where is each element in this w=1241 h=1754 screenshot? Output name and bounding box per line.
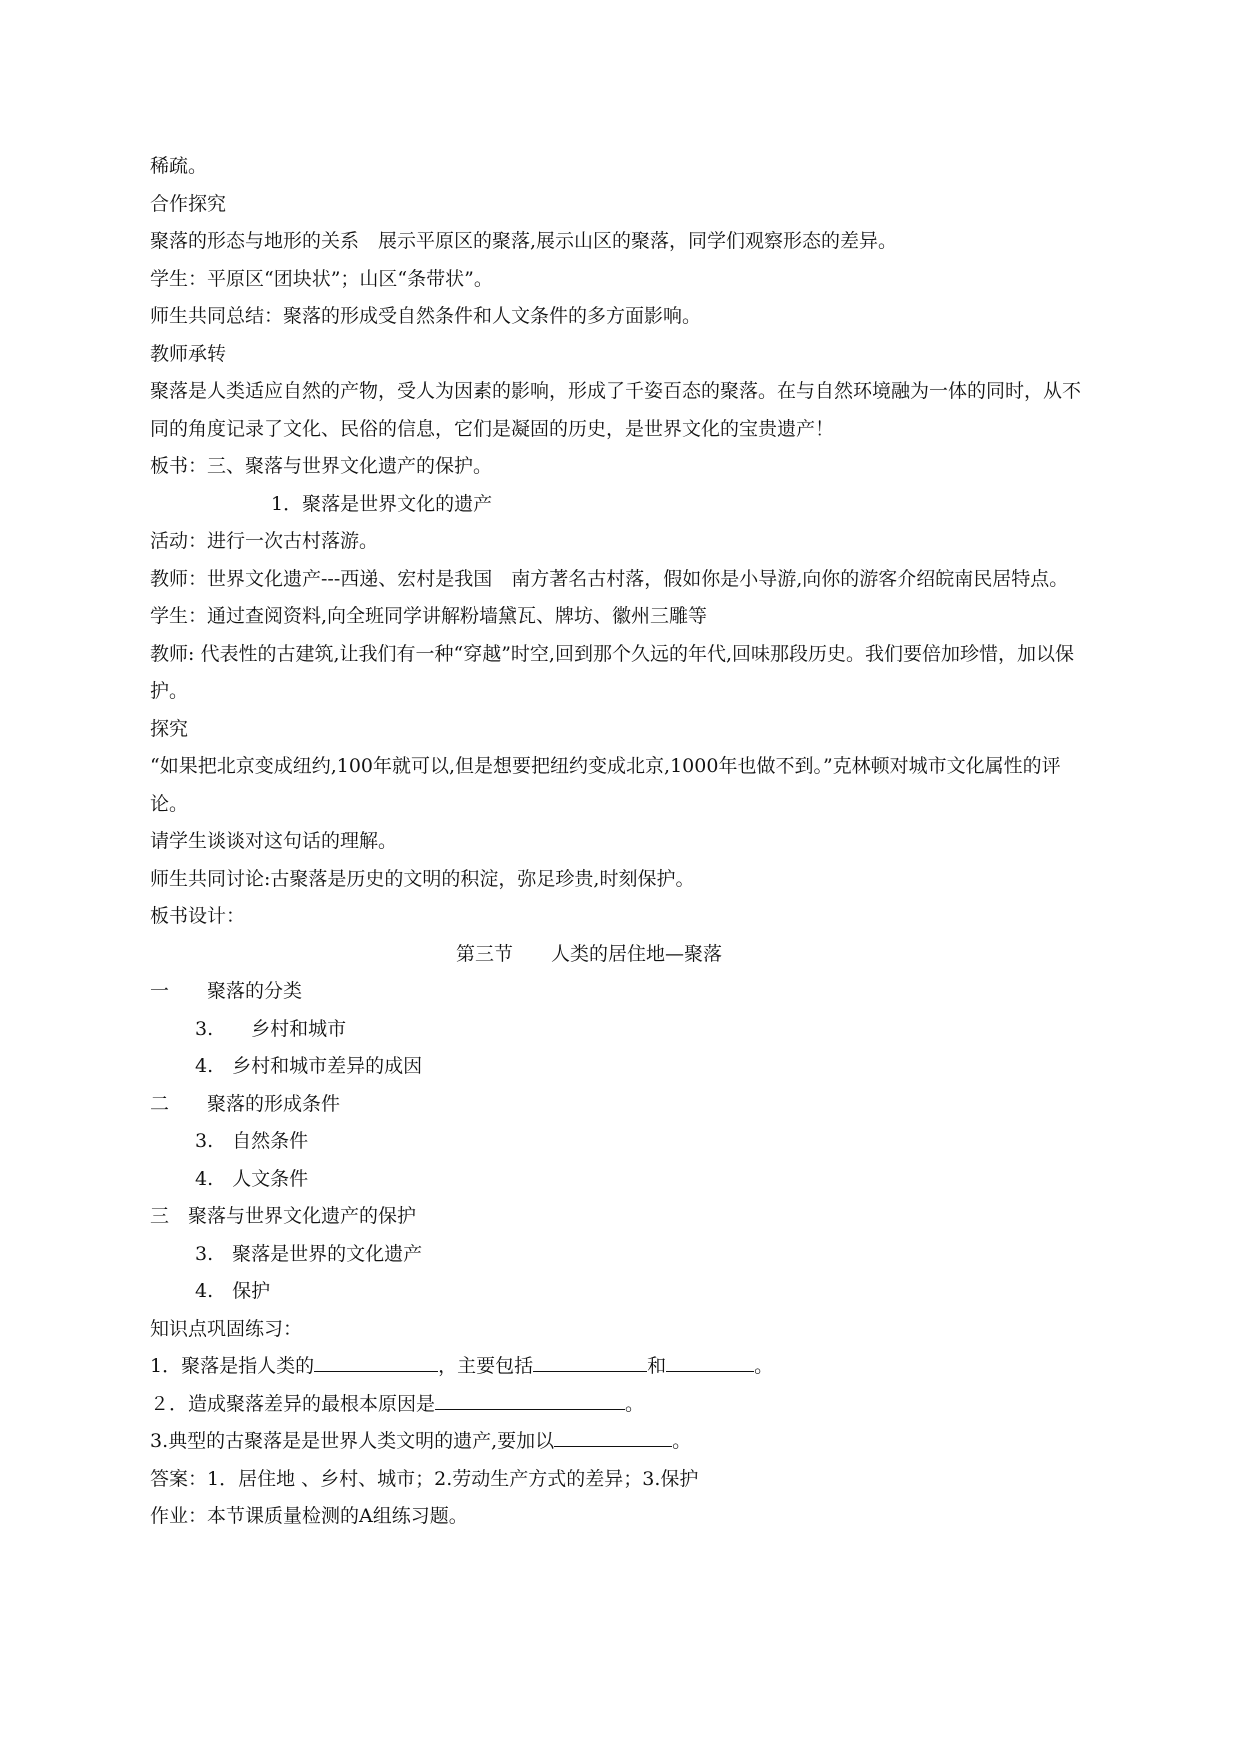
text-line: 活动：进行一次古村落游。 bbox=[150, 530, 379, 552]
outline-item: 4. 保护 bbox=[195, 1280, 271, 1302]
text-line: 师生共同讨论:古聚落是历史的文明的积淀，弥足珍贵,时刻保护。 bbox=[150, 867, 695, 890]
answer-blank[interactable] bbox=[314, 1351, 438, 1372]
outline-section: 一 聚落的分类 bbox=[150, 980, 303, 1002]
question-text: 。 bbox=[625, 1392, 645, 1415]
outline-section: 三 聚落与世界文化遗产的保护 bbox=[150, 1205, 417, 1227]
quote-paragraph: “如果把北京变成纽约,100年就可以,但是想要把纽约变成北京,1000年也做不到。”克林顿对城市文化属性的评论。 bbox=[150, 755, 1061, 815]
text-line: 师生共同总结：聚落的形成受自然条件和人文条件的多方面影响。 bbox=[150, 305, 702, 327]
question-text: 。 bbox=[672, 1430, 692, 1452]
outline-item: 4. 乡村和城市差异的成因 bbox=[195, 1055, 423, 1077]
outline-item: 4. 人文条件 bbox=[195, 1167, 309, 1190]
document-body bbox=[150, 148, 1090, 1536]
section-heading: 合作探究 bbox=[150, 192, 227, 215]
text-line: 学生：平原区“团块状”；山区“条带状”。 bbox=[150, 267, 493, 290]
text-line: 稀疏。 bbox=[150, 155, 208, 177]
answer-blank[interactable] bbox=[666, 1351, 754, 1372]
question-text: ，主要包括 bbox=[438, 1355, 534, 1377]
question-text: 。 bbox=[754, 1355, 774, 1377]
paragraph: 聚落是人类适应自然的产物，受人为因素的影响，形成了千姿百态的聚落。在与自然环境融为一体的同时，从不同的角度记录了文化、民俗的信息，它们是凝固的历史，是世界文化的宝贵遗产！ bbox=[150, 380, 1082, 440]
exercise-question-1 bbox=[150, 1348, 1090, 1386]
text-line: 板书：三、聚落与世界文化遗产的保护。 bbox=[150, 455, 493, 477]
paragraph: 教师：世界文化遗产---西递、宏村是我国 南方著名古村落，假如你是小导游,向你的游客介绍皖南民居特点。 bbox=[150, 567, 1069, 590]
section-heading: 板书设计： bbox=[150, 905, 246, 927]
outline-item: 3. 聚落是世界的文化遗产 bbox=[195, 1242, 423, 1265]
outline-title: 第三节 人类的居住地—聚落 bbox=[456, 942, 723, 965]
outline-section: 二 聚落的形成条件 bbox=[150, 1092, 341, 1115]
section-heading: 探究 bbox=[150, 717, 189, 740]
paragraph: 教师: 代表性的古建筑,让我们有一种“穿越”时空,回到那个久远的年代,回味那段历史。我们要倍加珍惜，加以保护。 bbox=[150, 642, 1074, 702]
blackboard-point: 1．聚落是世界文化的遗产 bbox=[271, 492, 493, 515]
answer-blank[interactable] bbox=[533, 1351, 647, 1372]
answer-blank[interactable] bbox=[554, 1426, 672, 1447]
exercise-question-2 bbox=[150, 1386, 1090, 1424]
question-text: ２．造成聚落差异的最根本原因是 bbox=[150, 1392, 436, 1415]
text-line: 请学生谈谈对这句话的理解。 bbox=[150, 830, 398, 852]
homework-line: 作业：本节课质量检测的A组练习题。 bbox=[150, 1505, 468, 1527]
text-line: 学生：通过查阅资料,向全班同学讲解粉墙黛瓦、牌坊、徽州三雕等 bbox=[150, 605, 708, 627]
outline-item: 3. 自然条件 bbox=[195, 1130, 309, 1152]
outline-item: 3. 乡村和城市 bbox=[195, 1017, 347, 1040]
answer-line: 答案：1．居住地 、乡村、城市；2.劳动生产方式的差异；3.保护 bbox=[150, 1467, 699, 1490]
question-text: 和 bbox=[647, 1355, 667, 1377]
text-line: 聚落的形态与地形的关系 展示平原区的聚落,展示山区的聚落，同学们观察形态的差异。 bbox=[150, 230, 898, 252]
exercise-question-3 bbox=[150, 1423, 1090, 1461]
question-text: 1．聚落是指人类的 bbox=[150, 1355, 315, 1377]
answer-blank[interactable] bbox=[435, 1389, 625, 1410]
question-text: 3.典型的古聚落是是世界人类文明的遗产,要加以 bbox=[150, 1430, 555, 1452]
exercise-heading: 知识点巩固练习： bbox=[150, 1317, 303, 1340]
section-heading: 教师承转 bbox=[150, 342, 227, 365]
